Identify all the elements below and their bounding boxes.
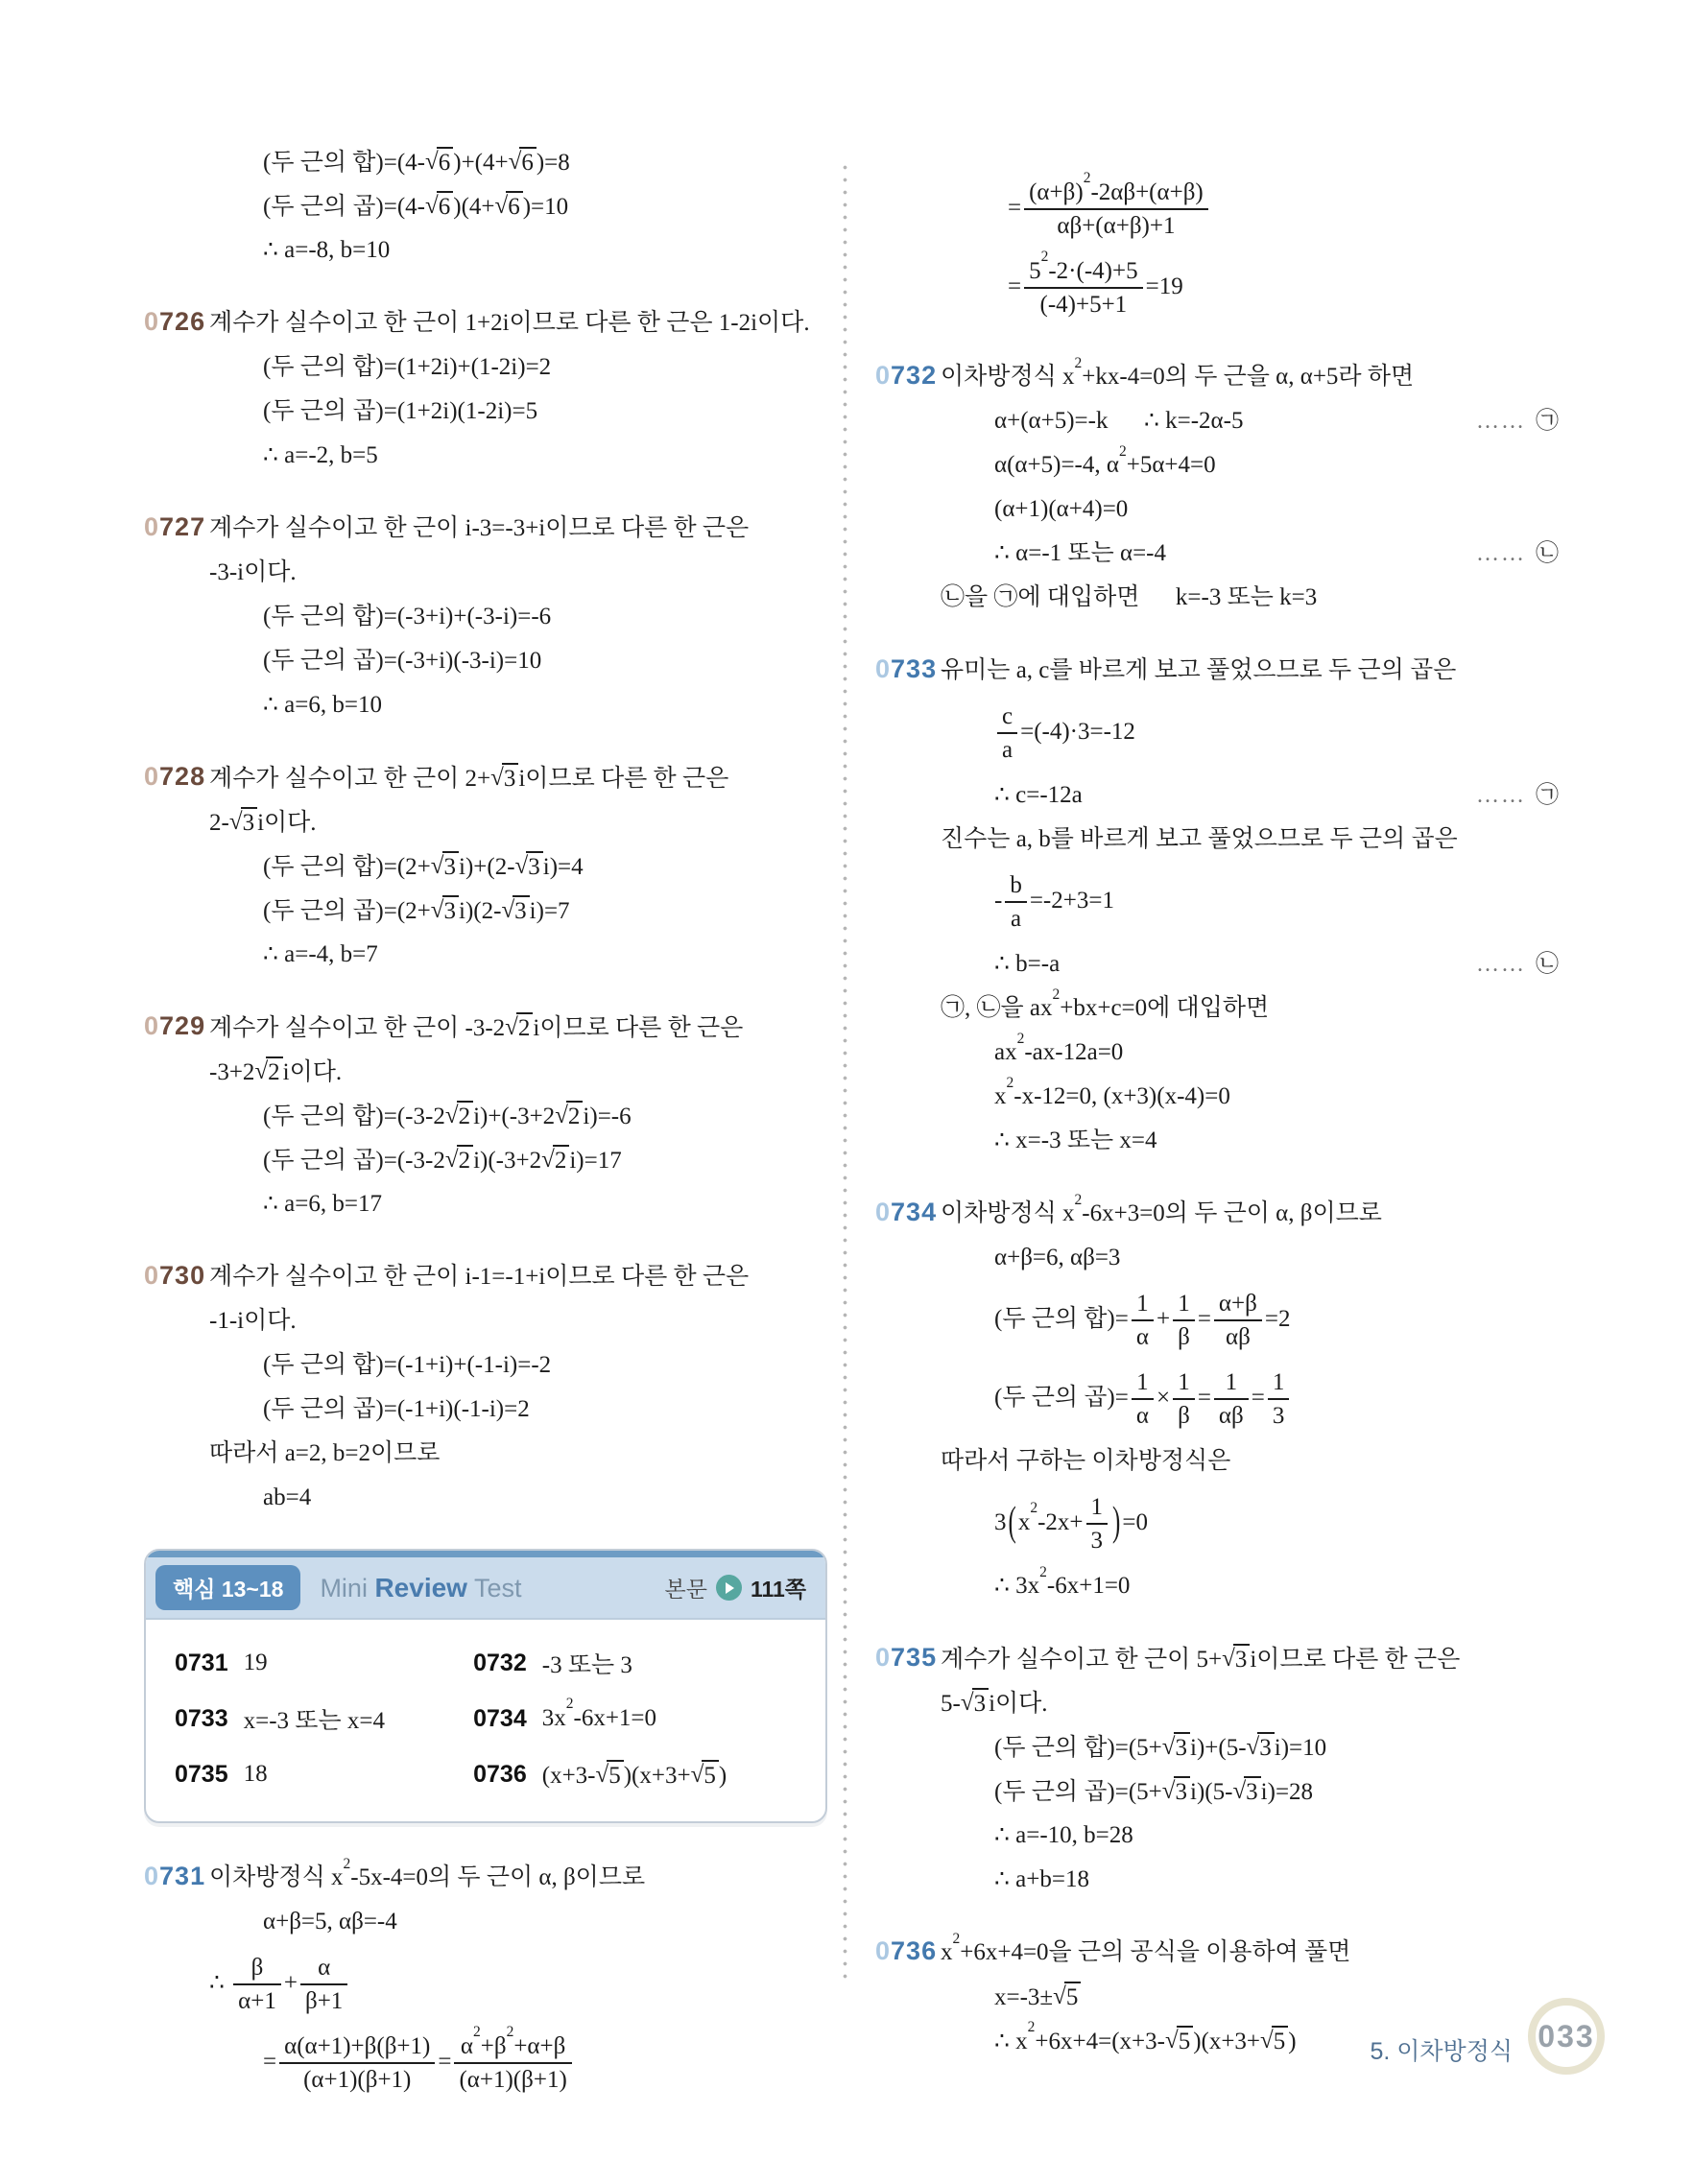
problem-number: 0727	[144, 512, 206, 541]
problem-number: 0733	[875, 654, 938, 683]
solution-line: $ax^2-ax-12a=0$	[994, 1030, 1124, 1066]
solution-line: 진수는 a, b를 바르게 보고 풀었으므로 두 근의 곱은	[941, 826, 1458, 853]
left-problems-bottom	[144, 1856, 827, 2101]
problem-number: 0736	[875, 1936, 938, 1965]
solution-line: (두 근의 합)=(4-√6 )+(4+√6 )=8	[263, 148, 570, 176]
problem-number: 0728	[144, 762, 206, 791]
problem-number: 0731	[144, 1862, 206, 1890]
answer-number: 0735	[175, 1760, 228, 1788]
solution-line: (α+1)(α+4)=0	[994, 496, 1129, 523]
solution-line: α+β=5, αβ=-4	[263, 1909, 397, 1935]
solution-line: (두 근의 합)=(1+2i)+(1-2i)=2	[263, 354, 552, 381]
answer-row	[175, 1635, 810, 1691]
solution-line: (두 근의 곱)=(-3+i)(-3-i)=10	[263, 648, 542, 675]
answer-row	[175, 1746, 810, 1802]
problem-number: 0729	[144, 1011, 206, 1040]
solution-line: 계수가 실수이고 한 근이 -3-2√2 i이므로 다른 한 근은	[209, 1013, 744, 1041]
solution-line: 유미는 a, c를 바르게 보고 풀었으므로 두 근의 곱은	[941, 657, 1457, 684]
solution-line: (두 근의 곱)=(-3-2√2 i)(-3+2√2 i)=17	[263, 1146, 622, 1174]
answer-item-0731	[175, 1650, 473, 1677]
problem-number: 0734	[875, 1198, 938, 1226]
problem-number: 0735	[875, 1643, 938, 1672]
review-page-ref	[665, 1572, 807, 1603]
solution-line: x=-3±√5	[994, 1975, 1559, 2019]
solution-line: ∴ a=-8, b=10	[263, 237, 391, 264]
arrow-icon	[716, 1575, 742, 1601]
solution-line: 이차방정식 $x^2+kx-4=0$의 두 근을 α, α+5라 하면	[941, 354, 1415, 391]
right-column	[875, 169, 1559, 2092]
answer-value: x=-3 또는 x=4	[243, 1708, 385, 1734]
answer-item-0733	[175, 1701, 473, 1736]
solution-line: 계수가 실수이고 한 근이 1+2i이므로 다른 한 근은 1-2i이다.	[209, 310, 810, 337]
solution-line: = $\frac{5^2-2\cdot(-4)+5}{(-4)+5+1}$ =19	[1008, 248, 1183, 318]
left-problems-top	[144, 140, 827, 1520]
problem-0734	[875, 1192, 1559, 1608]
answer-number: 0733	[175, 1704, 228, 1732]
review-title: Mini Review Test	[320, 1572, 522, 1602]
solution-line: (두 근의 곱)=(4-√6 )(4+√6 )=10	[263, 192, 569, 220]
solution-line: = $\frac{\alpha(\alpha+1)+\beta(\beta+1)}{(\alpha+1)(\beta+1)}$ = $\frac{\alpha^2+\beta^2+\alpha+\beta}{(\alpha+1)(\beta+1)}$	[263, 2025, 827, 2101]
solution-line: ∴ a+b=18	[994, 1866, 1089, 1893]
solution-line: 5-√3 i이다.	[941, 1689, 1048, 1717]
solution-line: α(α+5)=-4, $\alpha^2+5\alpha+4=0$	[994, 442, 1216, 479]
solution-line: -1-i이다.	[209, 1308, 297, 1335]
solution-line: 따라서 구하는 이차방정식은	[941, 1448, 1231, 1475]
solution-line: $\frac{c}{a}$ =(-4)·3=-12	[994, 695, 1559, 772]
solution-line: ∴ $3x^2-6x+1=0$	[994, 1563, 1131, 1600]
chapter-label: 5. 이차방정식	[1370, 2038, 1513, 2065]
problem-number: 0732	[875, 361, 938, 390]
reference-tag: …… ㉠	[1476, 409, 1559, 434]
solution-line: ㉡을 ㉠에 대입하면 k=-3 또는 k=3	[941, 584, 1318, 611]
solution-line: 따라서 a=2, b=2이므로	[209, 1440, 441, 1467]
solution-line: ∴ a=6, b=10	[263, 692, 382, 719]
solution-line: ∴ $x^2+6x+4=(x+3-√5$ )(x+3+√5 )	[994, 2019, 1297, 2054]
problem-number: 0726	[144, 307, 206, 336]
solution-line: -3+2√2 i이다.	[209, 1057, 343, 1085]
solution-line: (두 근의 합)=(-3-2√2 i)+(-3+2√2 i)=-6	[263, 1102, 632, 1129]
page-footer	[1370, 1998, 1605, 2075]
review-box-header	[146, 1551, 825, 1620]
answer-number: 0734	[473, 1704, 527, 1732]
answer-item-0732	[473, 1646, 632, 1680]
problem-0730	[144, 1255, 827, 1520]
problem-0727	[144, 507, 827, 727]
answer-item-0735	[175, 1761, 473, 1789]
solution-line: ∴ a=-4, b=7	[263, 941, 378, 968]
solution-line: $x^2-x-12=0$, (x+3)(x-4)=0	[994, 1074, 1230, 1110]
problem-0732	[875, 355, 1559, 620]
left-column	[144, 140, 827, 2130]
solution-line: 이차방정식 $x^2-5x-4=0$의 두 근이 α, β이므로	[209, 1855, 646, 1891]
answer-number: 0732	[473, 1649, 527, 1676]
solution-line: ∴ x=-3 또는 x=4	[994, 1128, 1157, 1154]
solution-line: α+(α+5)=-k ∴ k=-2α-5 …… ㉠	[994, 408, 1559, 435]
reference-tag: …… ㉡	[1476, 952, 1559, 977]
solution-line: (두 근의 곱)=(5+√3 i)(5-√3 i)=28	[994, 1777, 1314, 1805]
answer-row	[175, 1691, 810, 1746]
ref-label: 본문	[664, 1577, 707, 1602]
solution-line: ∴ a=6, b=17	[263, 1191, 382, 1218]
solution-line: ab=4	[263, 1484, 312, 1511]
solution-line: (두 근의 곱)=(-1+i)(-1-i)=2	[263, 1396, 530, 1423]
solution-line: 이차방정식 $x^2-6x+3=0$의 두 근이 α, β이므로	[941, 1191, 1382, 1227]
answer-number: 0736	[473, 1760, 527, 1788]
problem-0733	[875, 649, 1559, 1163]
solution-line: (두 근의 합)=(2+√3 i)+(2-√3 i)=4	[263, 852, 584, 880]
answer-value: 18	[243, 1761, 268, 1787]
solution-continuation	[875, 171, 1559, 326]
answer-number: 0731	[175, 1649, 228, 1676]
reference-tag: …… ㉠	[1476, 783, 1559, 808]
solution-line: (두 근의 곱)=(2+√3 i)(2-√3 i)=7	[263, 896, 570, 924]
answer-value: $3x^2-6x+1=0$	[541, 1696, 657, 1731]
solution-line: 계수가 실수이고 한 근이 2+√3 i이므로 다른 한 근은	[209, 764, 729, 792]
solution-line: 계수가 실수이고 한 근이 i-1=-1+i이므로 다른 한 근은	[209, 1264, 750, 1291]
solution-continuation	[144, 140, 827, 273]
review-box	[144, 1549, 827, 1823]
solution-line: 계수가 실수이고 한 근이 i-3=-3+i이므로 다른 한 근은	[209, 515, 750, 542]
solution-line: (두 근의 합)=(-1+i)+(-1-i)=-2	[263, 1352, 552, 1379]
answer-value: (x+3-√5 )(x+3+√5 )	[541, 1761, 727, 1789]
solution-line: (두 근의 합)=(5+√3 i)+(5-√3 i)=10	[994, 1733, 1327, 1761]
answer-item-0734	[473, 1696, 657, 1733]
solution-line: ∴ a=-10, b=28	[994, 1822, 1133, 1849]
column-divider	[843, 161, 847, 1982]
solution-line: ∴ c=-12a …… ㉠	[994, 782, 1559, 809]
solution-line: (두 근의 곱)= $\frac{1}{\alpha}$ × $\frac{1}{\beta}$ = $\frac{1}{\alpha\beta}$ = $\frac{1}{3}$	[994, 1361, 1559, 1437]
ref-page: 111쪽	[750, 1577, 806, 1602]
problem-0728	[144, 756, 827, 977]
problem-0731	[144, 1856, 827, 2101]
solution-line: = $\frac{(\alpha+\beta)^2-2\alpha\beta+(\alpha+\beta)}{\alpha\beta+(\alpha+\beta)+1}$	[1008, 171, 1559, 248]
answer-value: -3 또는 3	[541, 1652, 632, 1678]
solution-line: ∴ b=-a …… ㉡	[994, 951, 1559, 978]
solution-line: -3-i이다.	[209, 559, 297, 586]
solution-line: (두 근의 합)= $\frac{1}{\alpha}$ + $\frac{1}{\beta}$ = $\frac{\alpha+\beta}{\alpha\beta}$ =2	[994, 1290, 1291, 1350]
problem-0726	[144, 301, 827, 478]
answer-value: 19	[243, 1650, 268, 1675]
solution-line: ∴ α=-1 또는 α=-4 …… ㉡	[994, 540, 1559, 567]
solution-line: α+β=6, αβ=3	[994, 1245, 1121, 1271]
solution-line: ∴ $\frac{\beta}{\alpha+1}$ + $\frac{\alpha}{\beta+1}$	[209, 1946, 827, 2023]
solution-line: 계수가 실수이고 한 근이 5+√3 i이므로 다른 한 근은	[941, 1645, 1461, 1673]
solution-line: 2-√3 i이다.	[209, 808, 317, 836]
solution-line: (두 근의 합)=(-3+i)+(-3-i)=-6	[263, 604, 552, 630]
solution-line: (두 근의 곱)=(1+2i)(1-2i)=5	[263, 398, 538, 425]
reference-tag: …… ㉡	[1476, 541, 1559, 566]
answers-grid	[146, 1620, 825, 1821]
answer-item-0736	[473, 1760, 727, 1790]
problem-number: 0730	[144, 1261, 206, 1290]
solution-line: - $\frac{b}{a}$ =-2+3=1	[994, 871, 1114, 932]
solution-line: ㉠, ㉡을 $ax^2+bx+c=0$에 대입하면	[941, 985, 1270, 1022]
problem-0729	[144, 1006, 827, 1226]
solution-line: ∴ a=-2, b=5	[263, 442, 378, 469]
problem-0735	[875, 1637, 1559, 1902]
page-number-badge: 033	[1528, 1998, 1605, 2075]
review-badge: 핵심 13~18	[155, 1565, 300, 1610]
solution-line: $3(x^2-2x+$ $\frac{1}{3}$ )=0	[994, 1493, 1148, 1554]
solution-line: $x^2+6x+4=0$을 근의 공식을 이용하여 풀면	[941, 1930, 1351, 1966]
